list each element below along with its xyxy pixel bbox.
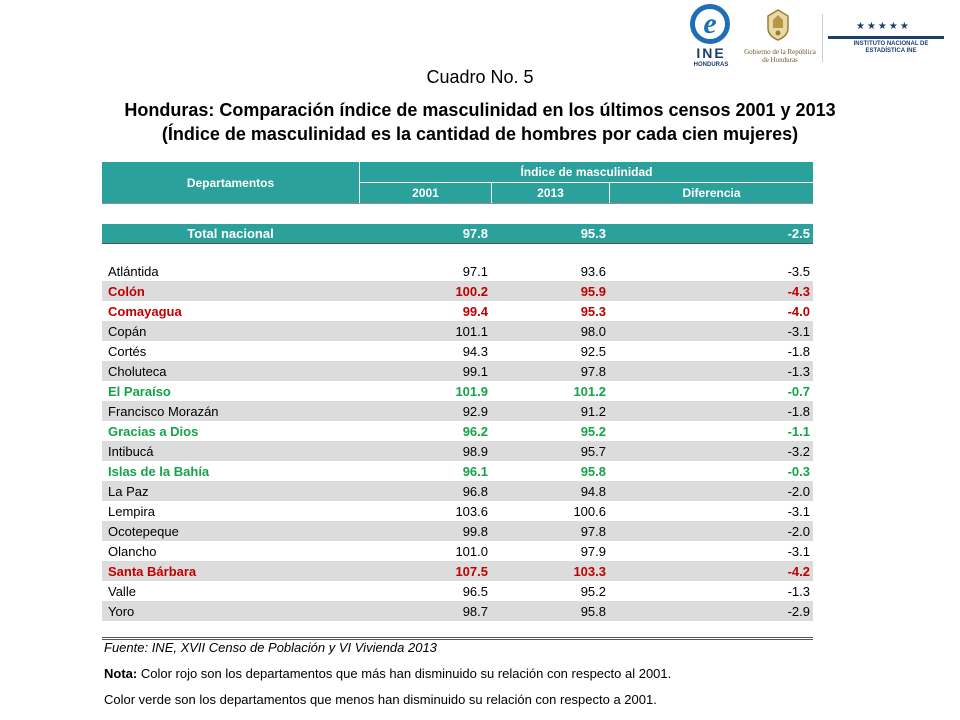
value-diferencia: -1.8 [787, 343, 810, 359]
value-2001: 96.5 [462, 583, 488, 599]
value-diferencia: -1.1 [787, 423, 810, 439]
dept-name: El Paraíso [108, 383, 171, 399]
table-row [102, 581, 813, 601]
dept-name: Santa Bárbara [108, 563, 197, 579]
table-row [102, 521, 813, 541]
source-note: Fuente: INE, XVII Censo de Población y VI Vivienda 2013 [104, 640, 437, 655]
header-departamentos: Departamentos [102, 162, 359, 203]
value-2001: 92.9 [462, 403, 488, 419]
table-row [102, 601, 813, 621]
dept-name: La Paz [108, 483, 149, 499]
value-2001: 99.8 [462, 523, 488, 539]
stars-icon: ★★★★★ [856, 21, 911, 32]
value-diferencia: -1.3 [787, 583, 810, 599]
value-2001: 101.9 [455, 383, 488, 399]
table-row [102, 541, 813, 561]
value-2013: 95.7 [580, 443, 606, 459]
dept-name: Comayagua [108, 303, 182, 319]
value-2013: 95.2 [580, 423, 606, 439]
dept-name: Choluteca [108, 363, 167, 379]
value-2013: 94.8 [580, 483, 606, 499]
total-diff: -2.5 [787, 226, 810, 241]
header-diferencia: Diferencia [610, 183, 813, 203]
table-row [102, 281, 813, 301]
value-diferencia: -3.2 [787, 443, 810, 459]
ine-e-icon: e [690, 4, 730, 44]
instituto-logo-bar [828, 36, 944, 39]
value-diferencia: -3.1 [787, 543, 810, 559]
value-diferencia: -2.9 [787, 603, 810, 619]
value-2001: 101.1 [455, 323, 488, 339]
table-title: Honduras: Comparación índice de masculinidad en los últimos censos 2001 y 2013 (Índice de masculinidad es la cantidad de hombres por cada cien mujeres) [124, 100, 836, 144]
value-diferencia: -1.8 [787, 403, 810, 419]
value-2013: 92.5 [580, 343, 606, 359]
value-2001: 100.2 [455, 283, 488, 299]
department-rows [102, 261, 813, 621]
value-2013: 97.9 [580, 543, 606, 559]
header-2001: 2001 [360, 183, 491, 203]
ine-logo-name: INE [696, 45, 726, 61]
table-row [102, 501, 813, 521]
total-2013: 95.3 [580, 226, 606, 241]
table-row [102, 441, 813, 461]
ine-logo-sub: HONDURAS [693, 62, 729, 68]
coat-of-arms-icon [764, 8, 792, 42]
value-2013: 98.0 [580, 323, 606, 339]
dept-name: Intibucá [108, 443, 154, 459]
dept-name: Yoro [108, 603, 135, 619]
value-diferencia: -2.0 [787, 483, 810, 499]
dept-name: Lempira [108, 503, 155, 519]
value-2013: 97.8 [580, 523, 606, 539]
value-2001: 98.9 [462, 443, 488, 459]
dept-name: Copán [108, 323, 147, 339]
note-label: Nota: [104, 666, 138, 681]
value-2001: 96.1 [462, 463, 488, 479]
header-indice: Índice de masculinidad [360, 162, 813, 182]
dept-name: Colón [108, 283, 145, 299]
table-row [102, 401, 813, 421]
logo-divider [822, 14, 823, 62]
header-divider [102, 203, 813, 204]
table-row [102, 321, 813, 341]
table-row [102, 561, 813, 581]
value-diferencia: -3.1 [787, 323, 810, 339]
value-2013: 95.2 [580, 583, 606, 599]
value-diferencia: -4.3 [787, 283, 810, 299]
value-2001: 96.8 [462, 483, 488, 499]
total-name: Total nacional [187, 226, 274, 241]
table-notes [104, 640, 864, 718]
dept-name: Ocotepeque [108, 523, 179, 539]
value-diferencia: -4.2 [787, 563, 810, 579]
dept-name: Islas de la Bahía [108, 463, 210, 479]
dept-name: Olancho [108, 543, 157, 559]
value-2001: 98.7 [462, 603, 488, 619]
value-diferencia: -2.0 [787, 523, 810, 539]
value-2001: 103.6 [455, 503, 488, 519]
value-diferencia: -1.3 [787, 363, 810, 379]
value-2013: 95.8 [580, 463, 606, 479]
value-diferencia: -4.0 [787, 303, 810, 319]
instituto-logo [828, 22, 944, 66]
dept-name: Gracias a Dios [108, 423, 199, 439]
value-2013: 91.2 [580, 403, 606, 419]
green-note: Color verde son los departamentos que menos han disminuido su relación con respecto a 2001. [104, 692, 657, 707]
table-row [102, 361, 813, 381]
dept-name: Francisco Morazán [108, 403, 219, 419]
value-2013: 103.3 [573, 563, 606, 579]
dept-name: Valle [108, 583, 136, 599]
total-2001: 97.8 [462, 226, 488, 241]
header-2013: 2013 [492, 183, 609, 203]
red-note [104, 666, 864, 692]
value-2001: 94.3 [462, 343, 488, 359]
value-2013: 100.6 [573, 503, 606, 519]
value-2013: 95.3 [580, 303, 606, 319]
gobierno-logo-text: Gobierno de la República de Honduras [744, 48, 816, 64]
table-row [102, 481, 813, 501]
value-2001: 101.0 [455, 543, 488, 559]
value-2001: 96.2 [462, 423, 488, 439]
value-diferencia: -0.3 [787, 463, 810, 479]
dept-name: Cortés [108, 343, 147, 359]
table-row [102, 381, 813, 401]
value-2001: 99.1 [462, 363, 488, 379]
value-2013: 95.9 [580, 283, 606, 299]
table-row [102, 421, 813, 441]
instituto-logo-text: INSTITUTO NACIONAL DE ESTADÍSTICA INE [853, 41, 929, 54]
value-2013: 97.8 [580, 363, 606, 379]
value-2013: 101.2 [573, 383, 606, 399]
table-row [102, 341, 813, 361]
red-note-text: Color rojo son los departamentos que más han disminuido su relación con respecto al 2001. [137, 666, 672, 681]
table-row [102, 461, 813, 481]
cuadro-number: Cuadro No. 5 [426, 67, 534, 87]
value-2013: 93.6 [580, 263, 606, 279]
value-2001: 99.4 [462, 303, 488, 319]
value-diferencia: -0.7 [787, 383, 810, 399]
ine-logo [686, 4, 736, 74]
table-row [102, 301, 813, 321]
value-diferencia: -3.1 [787, 503, 810, 519]
value-diferencia: -3.5 [787, 263, 810, 279]
value-2001: 97.1 [462, 263, 488, 279]
value-2013: 95.8 [580, 603, 606, 619]
dept-name: Atlántida [108, 263, 159, 279]
total-row [102, 224, 813, 244]
value-2001: 107.5 [455, 563, 488, 579]
gobierno-logo [742, 8, 818, 68]
table-row [102, 261, 813, 281]
